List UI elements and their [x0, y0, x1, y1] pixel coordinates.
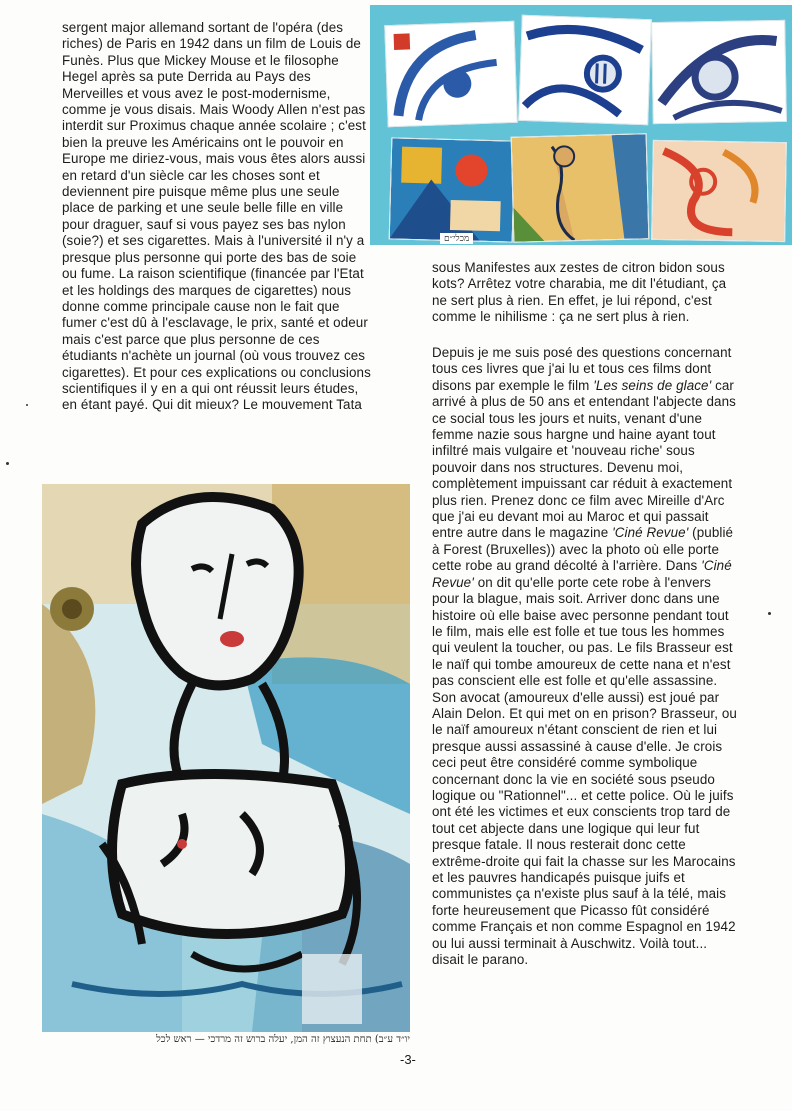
magazine-title: 'Ciné Revue': [432, 558, 732, 590]
collage-tile-4: [389, 137, 516, 242]
collage-tile-5: [511, 133, 650, 243]
left-column-text: [62, 20, 372, 414]
text-span: on dit qu'elle porte cete robe à l'envers pour la blague, mais soit. Arriver donc dans une histoire où elle baise avec personne pendant tout le film, mais elle est folle et tue tous les hommes qui veulent la toucher, ou pas. Le fils Brasseur est le naïf qui tombe amoureux de cette nana et n'est pas conscient elle est folle et qu'elle assassine. Son avocat (amoureux d'elle aussi) est joué par Alain Delon. Et qui met on en prison? Brasseur, ou le naïf amoureux n'étant conscient de rien et lui presque aussi assassiné à cause d'elle. Je crois ceci peut être considéré comme symbolique concernant donc la vie en société sous pseudo logique ou "Rationnel"... et cette police. Où le juifs ont été les victimes et eux conscients trop tard de tout cet abjecte dans une logique qui leur fut presque fatale. Il nous resterait donc cette extrême-droite qui fait la chasse sur les Marocains et les pauvres handicapés puisque juifs et communistes ça n'existe plus sauf à la télé, mais forte heureusement que Picasso fût considéré comme Français et non comme Espagnol en 1942 ou lui aussi terminait à Auschwitz. Voilà tout... disait le parano.: [432, 574, 737, 968]
collage-tile-1: [384, 21, 517, 127]
collage-tile-3: [651, 20, 787, 124]
film-title: 'Les seins de glace': [593, 377, 712, 393]
right-column-main-text: [432, 345, 740, 968]
magazine-title: 'Ciné Revue': [612, 525, 689, 541]
collage-caption: מכלי״ם: [440, 233, 473, 244]
text-span: (publié à Forest (Bruxelles)) avec la photo où elle porte cette robe au grand décolté à l'arrière. Dans: [432, 525, 734, 574]
text-span: car arrivé à plus de 50 ans et entendant l'abjecte dans ce social tous les jours et nuits, venant d'une femme nazie sous hargne und haine ayant tout infiltré mais vulgaire et 'nouveau riche' sous pouvoir dans nos structures. Devenu moi, complètement impuissant car réduit à exactement plus rien. Prenez donc ce film avec Mireille d'Arc que j'ai eu devant moi au Maroc et qui passait entre autre dans le magazine: [432, 377, 736, 541]
text-span: Depuis je me suis posé des questions concernant tous ces livres que j'ai lu et tous ces films dont disons par exemple le film: [432, 345, 732, 393]
right-column-top-text: [432, 260, 740, 326]
scan-speck: [6, 462, 9, 465]
artwork-collage: [370, 5, 792, 245]
collage-tile-6: [651, 140, 787, 242]
expressionist-painting: [42, 484, 410, 1032]
painting-caption: יו״ד ע״ב) תחת הנעצוץ זה המן, יעלה ברוש זה מרדכי — ראש לכל: [156, 1034, 410, 1045]
collage-tile-2: [518, 15, 652, 125]
scan-speck: [768, 612, 771, 615]
right-main-paragraph: [432, 345, 740, 968]
scan-speck: [26, 404, 28, 406]
left-paragraph: sergent major allemand sortant de l'opéra (des riches) de Paris en 1942 dans un film de Louis de Funès. Plus que Mickey Mouse et le filosophe Hegel après sa pute Derrida au Pays des Merveilles et vous avez le post-modernisme, comme je vous disais. Mais Woody Allen n'est pas interdit sur Proximus chaque année scolaire ; c'est bien la preuve les Américains ont le pouvoir en Europe me diriez-vous, mais vous êtes alors aussi en retard d'un siècle car les choses sont et deviennent pire puisque même plus une seule place de parking et une seule belle fille en ville pour draguer, sauf si vous payez ses bas nylon (soie?) et ses cigarettes. Mais à l'université il n'y a presque plus personne qui porte des bas de soie ou fume. La raison scientifique (financée par l'Etat et les holdings des marques de cigarettes) nous donne comme principale cause non le fait que fumer c'est dû à l'esclavage, le prix, santé et odeur mais c'est parce que plus personne de ces étudiants n'achète un journal (où vous trouvez ces cigarettes). Et pour ces explications ou conclusions scientifiques il y en a qui ont réussit leurs études, en étant payé. Qui dit mieux? Le mouvement Tata: [62, 20, 371, 413]
right-top-paragraph: sous Manifestes aux zestes de citron bidon sous kots? Arrêtez votre charabia, me dit l'étudiant, ça ne sert plus à rien. En effet, je lui répond, c'est comme le nihilisme : ça ne sert plus à rien.: [432, 260, 727, 325]
page-number: -3-: [400, 1052, 416, 1067]
